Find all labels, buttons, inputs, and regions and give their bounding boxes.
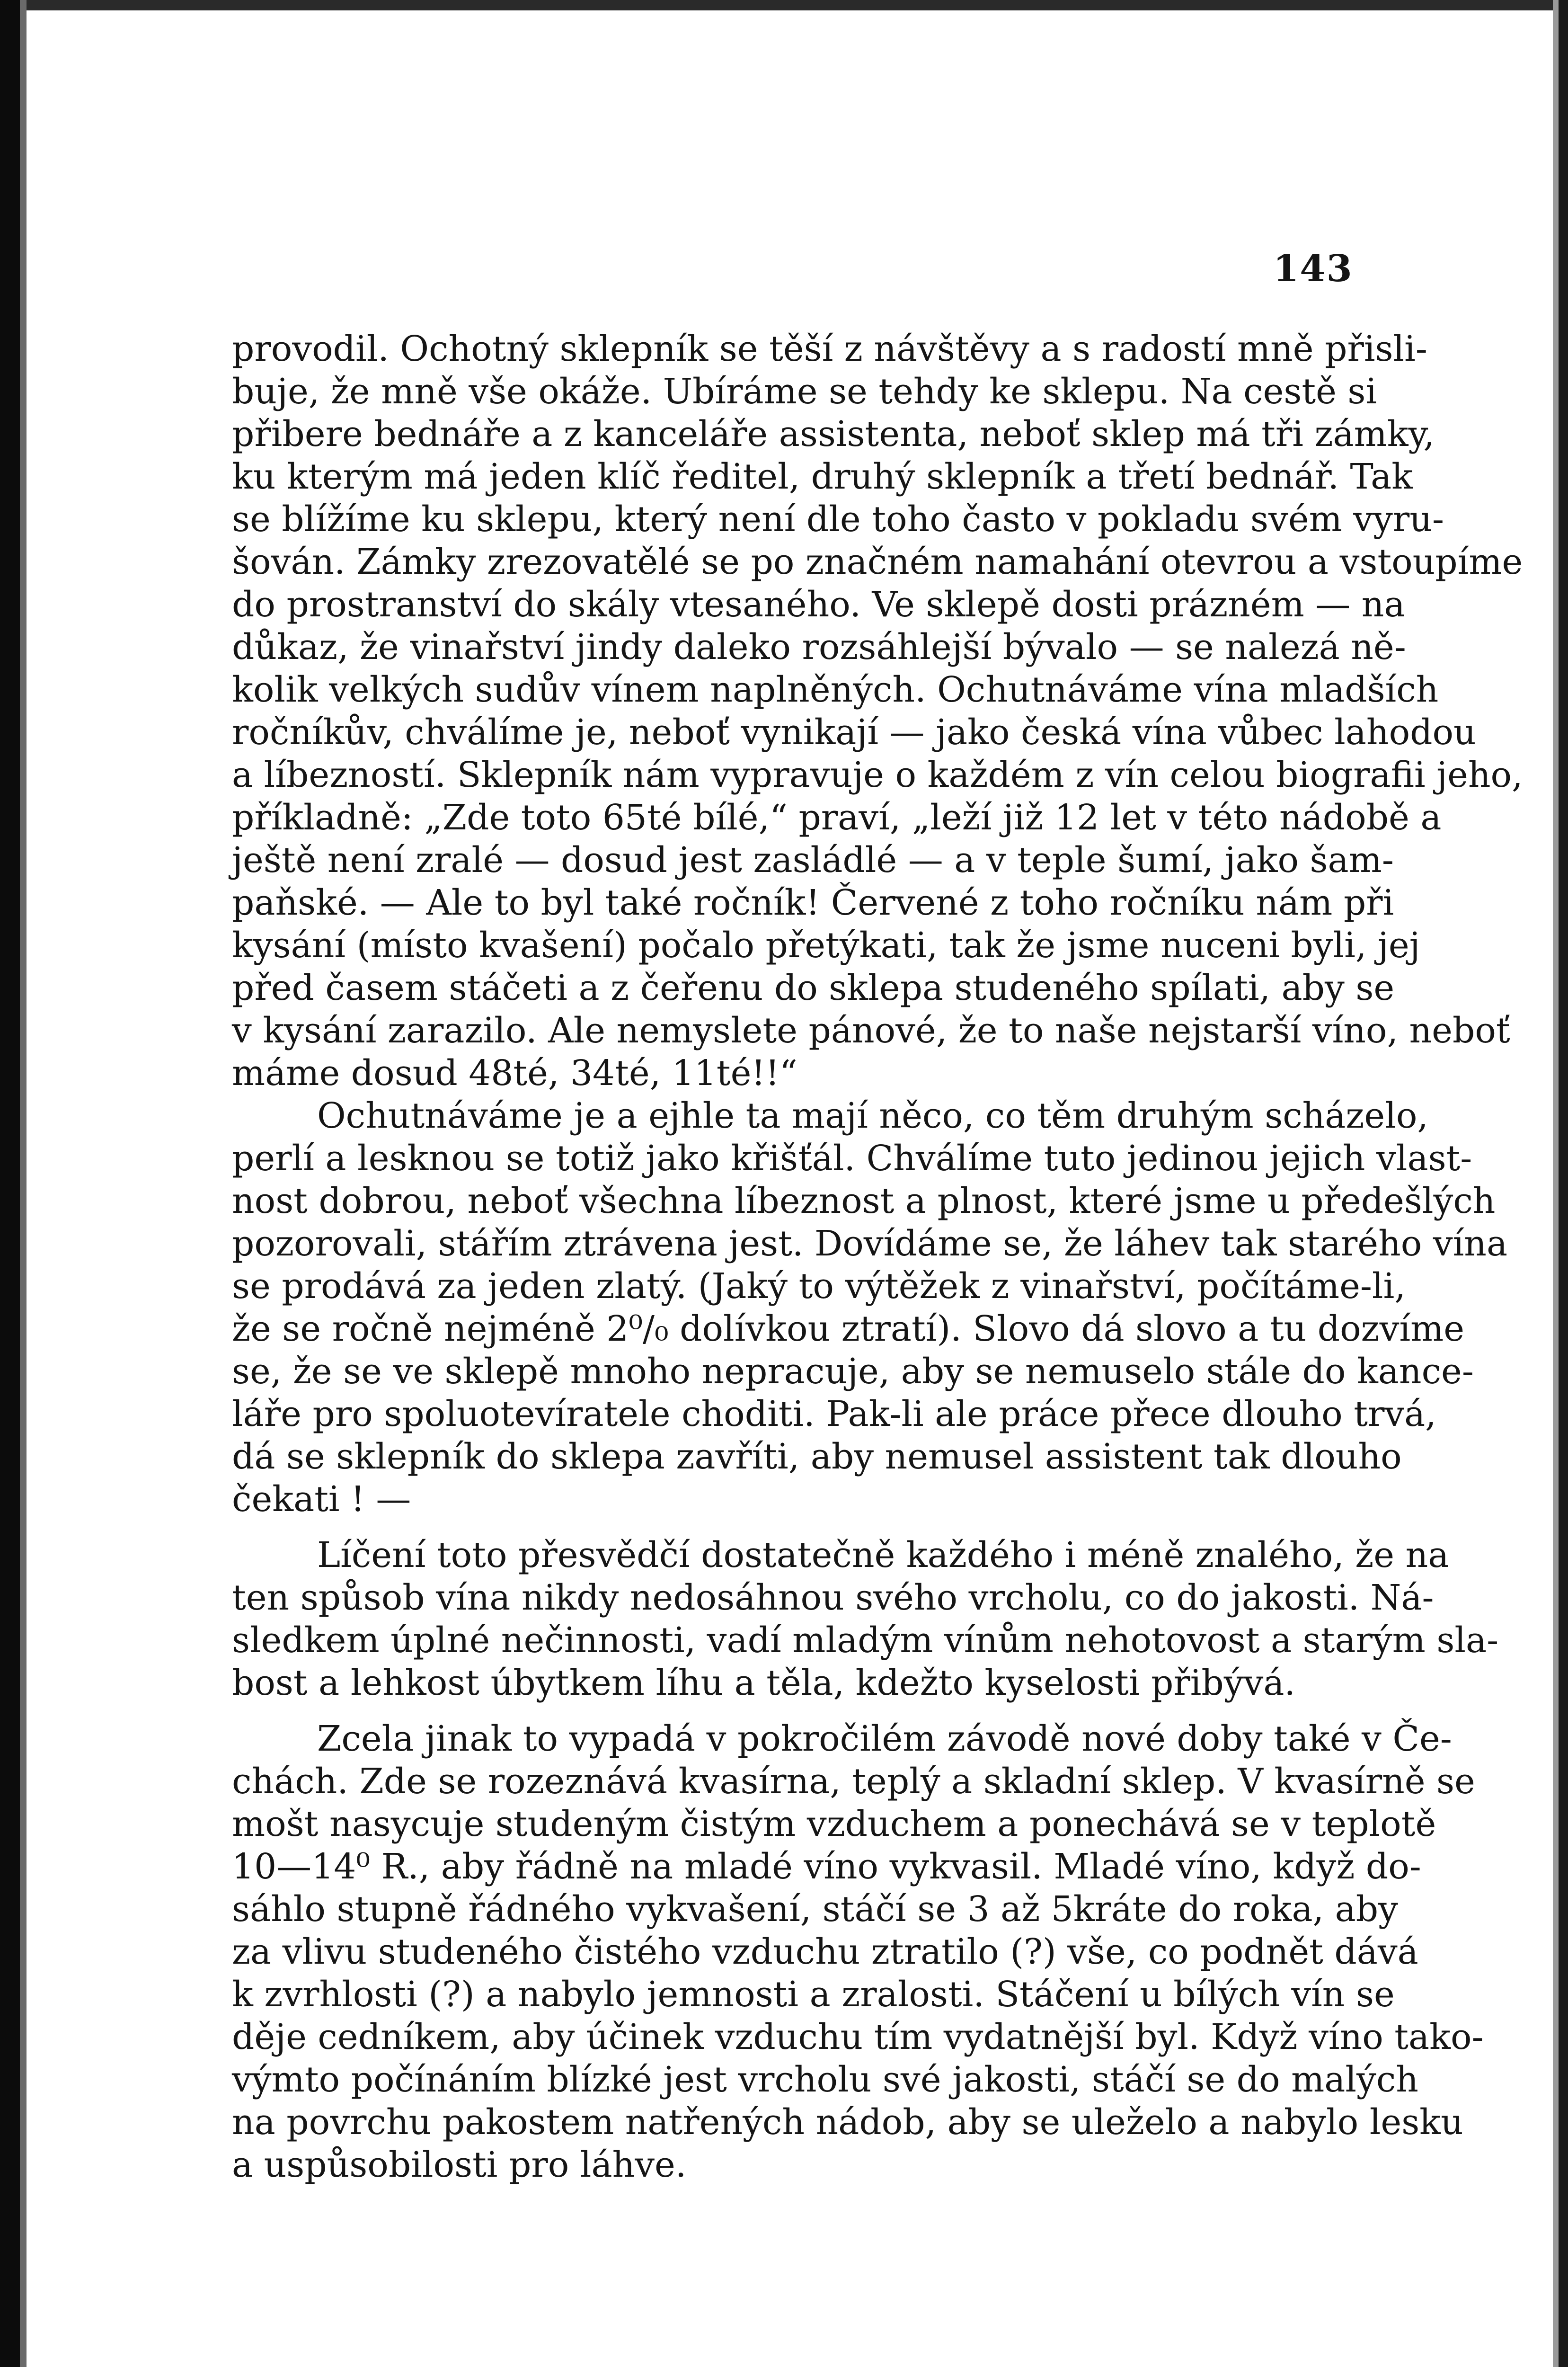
scan-border-top [27, 0, 1553, 10]
page-body-text [232, 328, 1523, 2186]
text-line: a uspůsobilosti pro láhve. [232, 2145, 687, 2185]
text-line: dá se sklepník do sklepa zavříti, aby nemusel assistent tak dlouho [232, 1436, 1402, 1477]
text-line: ještě není zralé — dosud jest zasládlé — a v teple šumí, jako šam- [232, 840, 1394, 881]
text-line: do prostranství do skály vtesaného. Ve sklepě dosti prázném — na [232, 584, 1405, 625]
text-line: se, že se ve sklepě mnoho nepracuje, aby se nemuselo stále do kance- [232, 1351, 1474, 1392]
scan-border-right-shadow [1553, 0, 1559, 2367]
text-line: ročníkův, chválíme je, neboť vynikají — jako česká vína vůbec lahodou [232, 712, 1476, 753]
text-line: příkladně: „Zde toto 65té bílé,“ praví, „leží již 12 let v této nádobě a [232, 797, 1442, 838]
text-line: 10—14⁰ R., aby řádně na mladé víno vykvasil. Mladé víno, když do- [232, 1846, 1421, 1887]
text-line: čekati ! — [232, 1479, 411, 1520]
paragraph [232, 1095, 1508, 1521]
text-line: kolik velkých sudův vínem naplněných. Ochutnáváme vína mladších [232, 669, 1439, 710]
text-line: že se ročně nejméně 2⁰/₀ dolívkou ztratí). Slovo dá slovo a tu dozvíme [232, 1308, 1465, 1349]
text-line: ten spůsob vína nikdy nedosáhnou svého vrcholu, co do jakosti. Ná- [232, 1577, 1434, 1618]
text-line: provodil. Ochotný sklepník se těší z návštěvy a s radostí mně přisli- [232, 329, 1427, 369]
text-line: perlí a lesknou se totiž jako křišťál. Chválíme tuto jedinou jejich vlast- [232, 1138, 1472, 1179]
paragraph [232, 1717, 1484, 2186]
text-line: Zcela jinak to vypadá v pokročilém závodě nové doby také v Če- [317, 1718, 1452, 1759]
text-line: nost dobrou, neboť všechna líbeznost a plnost, které jsme u předešlých [232, 1181, 1496, 1221]
paragraph-gap [232, 1521, 1349, 1534]
scan-border-left-shadow [20, 0, 27, 2367]
text-line: se prodává za jeden zlatý. (Jaký to výtěžek z vinařství, počítáme-li, [232, 1266, 1406, 1307]
text-line: k zvrhlosti (?) a nabylo jemnosti a zralosti. Stáčení u bílých vín se [232, 1974, 1395, 2015]
text-line: šován. Zámky zrezovatělé se po značném namahání otevrou a vstoupíme [232, 542, 1523, 582]
text-line: výmto počínáním blízké jest vrcholu své jakosti, stáčí se do malých [232, 2059, 1418, 2100]
paragraph-gap [232, 1704, 1349, 1717]
text-line: pozorovali, stářím ztrávena jest. Dovídáme se, že láhev tak starého vína [232, 1223, 1508, 1264]
text-line: ku kterým má jeden klíč ředitel, druhý sklepník a třetí bednář. Tak [232, 456, 1413, 497]
text-line: na povrchu pakostem natřených nádob, aby se uleželo a nabylo lesku [232, 2102, 1463, 2143]
text-line: bost a lehkost úbytkem líhu a těla, kdežto kyselosti přibývá. [232, 1663, 1295, 1703]
scan-border-left [0, 0, 20, 2367]
text-line: před časem stáčeti a z čeřenu do sklepa studeného spílati, aby se [232, 968, 1395, 1008]
text-line: mošt nasycuje studeným čistým vzduchem a ponechává se v teplotě [232, 1804, 1436, 1844]
text-line: paňské. — Ale to byl také ročník! Červené z toho ročníku nám při [232, 882, 1394, 923]
paragraph [232, 328, 1523, 1095]
text-line: sáhlo stupně řádného vykvašení, stáčí se 3 až 5kráte do roka, aby [232, 1889, 1398, 1930]
text-line: chách. Zde se rozeznává kvasírna, teplý a skladní sklep. V kvasírně se [232, 1761, 1475, 1802]
text-line: za vlivu studeného čistého vzduchu ztratilo (?) vše, co podnět dává [232, 1931, 1418, 1972]
paragraph [232, 1534, 1499, 1704]
text-line: láře pro spoluotevíratele choditi. Pak-li ale práce přece dlouho trvá, [232, 1394, 1436, 1434]
text-line: sledkem úplné nečinnosti, vadí mladým vínům nehotovost a starým sla- [232, 1620, 1499, 1661]
text-line: v kysání zarazilo. Ale nemyslete pánové, že to naše nejstarší víno, neboť [232, 1010, 1510, 1051]
text-line: kysání (místo kvašení) počalo přetýkati, tak že jsme nuceni byli, jej [232, 925, 1420, 966]
text-line: buje, že mně vše okáže. Ubíráme se tehdy ke sklepu. Na cestě si [232, 371, 1377, 412]
text-line: důkaz, že vinařství jindy daleko rozsáhlejší bývalo — se nalezá ně- [232, 627, 1406, 667]
text-line: přibere bednáře a z kanceláře assistenta, neboť sklep má tři zámky, [232, 414, 1435, 454]
text-line: máme dosud 48té, 34té, 11té!!“ [232, 1053, 797, 1094]
text-line: děje cedníkem, aby účinek vzduchu tím vydatnější byl. Když víno tako- [232, 2017, 1484, 2057]
scan-border-right [1559, 0, 1568, 2367]
page-number: 143 [1273, 247, 1353, 290]
text-line: a líbezností. Sklepník nám vypravuje o každém z vín celou biografii jeho, [232, 755, 1523, 795]
text-line: se blížíme ku sklepu, který není dle toho často v pokladu svém vyru- [232, 499, 1444, 540]
text-line: Ochutnáváme je a ejhle ta mají něco, co těm druhým scházelo, [317, 1095, 1428, 1136]
text-line: Líčení toto přesvědčí dostatečně každého i méně znalého, že na [317, 1535, 1449, 1575]
